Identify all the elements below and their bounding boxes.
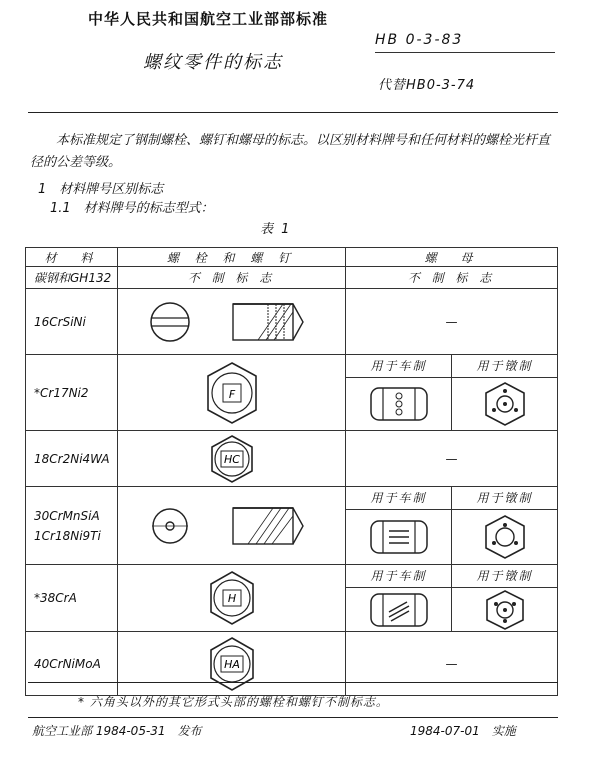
hex-head-drawing (118, 356, 346, 430)
nut-drawings (346, 510, 557, 564)
turned-nut-slant-drawing (367, 590, 431, 630)
intro-paragraph: 本标准规定了钢制螺栓、螺钉和螺母的标志。以区别材料牌号和任何材料的螺栓光杆直径的公差等级。 (30, 133, 551, 170)
nut-mark-cell (346, 487, 558, 565)
turned-nut-cell (346, 378, 452, 430)
hex-head-drawing (118, 633, 346, 695)
table-row (26, 565, 558, 632)
forged-nut-cell (452, 378, 557, 430)
material-line-2: 1Cr18Ni9Ti (34, 528, 101, 543)
bolt-mark-cell (118, 487, 346, 565)
subheader-forged: 用于镦制 (476, 491, 533, 505)
section-1-heading: 1 材料牌号区别标志 (38, 182, 164, 197)
turned-nut-lines-drawing (367, 515, 431, 559)
hex-mark-letter: H (227, 592, 237, 605)
forged-nut-cell (452, 588, 557, 631)
issuing-organization: 中华人民共和国航空工业部部标准 (88, 10, 329, 28)
bolt-mark-cell (118, 289, 346, 355)
groove-head-drawing (118, 290, 346, 354)
bolt-mark-cell (118, 431, 346, 487)
bolt-mark-cell (118, 565, 346, 632)
nut-mark-cell: — (346, 431, 558, 487)
hex-mark-letter: HC (224, 452, 240, 466)
hex-head-drawing (118, 432, 346, 486)
top-divider (28, 112, 558, 113)
std-underline (375, 52, 555, 53)
material-cell: *Cr17Ni2 (26, 355, 118, 431)
forged-nut-dots-drawing (480, 513, 530, 561)
bolt-mark-cell: 不 制 标 志 (118, 267, 346, 289)
subheader-forged: 用于镦制 (476, 359, 533, 373)
turned-nut-dots-drawing (367, 382, 431, 426)
table-row (26, 431, 558, 487)
table-title: 表 1 (260, 222, 292, 237)
nut-mark-cell (346, 565, 558, 632)
subheader-turned: 用于车制 (346, 487, 452, 509)
marking-table (25, 247, 558, 696)
section-1-1-heading: 1.1 材料牌号的标志型式： (50, 201, 214, 216)
table-row (26, 289, 558, 355)
header-material: 材 料 (26, 248, 118, 267)
footnote: * 六角头以外的其它形式头部的螺栓和螺钉不制标志。 (78, 695, 389, 709)
forged-nut-dots-drawing (480, 380, 530, 428)
hex-mark-letter: F (228, 387, 236, 401)
publish-date: 航空工业部 1984-05-31 发布 (32, 724, 202, 738)
table-row (26, 487, 558, 565)
header-bolts: 螺 栓 和 螺 钉 (118, 248, 346, 267)
bolt-mark-cell (118, 632, 346, 696)
nut-mark-cell: 不 制 标 志 (346, 267, 558, 289)
table-row (26, 632, 558, 696)
table-row (26, 267, 558, 289)
page-title: 螺纹零件的标志 (143, 52, 283, 73)
footer-divider (28, 717, 558, 718)
bolt-mark-cell (118, 355, 346, 431)
dot-head-drawing (118, 488, 346, 564)
material-cell (26, 487, 118, 565)
material-cell: 碳钢和GH132 (26, 267, 118, 289)
hex-mark-letter: HA (224, 657, 240, 671)
subheader-forged: 用于镦制 (476, 569, 533, 583)
nut-subheader (346, 355, 557, 378)
turned-nut-cell (346, 510, 452, 564)
material-cell: *38CrA (26, 565, 118, 632)
table-header-row (26, 248, 558, 267)
hex-head-drawing (118, 566, 346, 630)
material-cell: 18Cr2Ni4WA (26, 431, 118, 487)
material-cell: 16CrSiNi (26, 289, 118, 355)
nut-subheader (346, 487, 557, 510)
header-nuts: 螺 母 (346, 248, 558, 267)
nut-mark-cell (346, 355, 558, 431)
forged-nut-dots-drawing (481, 589, 529, 631)
nut-drawings (346, 378, 557, 430)
bottom-divider (28, 682, 558, 683)
subheader-turned: 用于车制 (346, 355, 452, 377)
standard-number: HB 0-3-83 (375, 32, 464, 48)
material-cell: 40CrNiMoA (26, 632, 118, 696)
nut-mark-cell: — (346, 289, 558, 355)
turned-nut-cell (346, 588, 452, 631)
material-line-1: 30CrMnSiA (34, 508, 100, 523)
subheader-turned: 用于车制 (346, 565, 452, 587)
nut-subheader (346, 565, 557, 588)
table-row (26, 355, 558, 431)
replaces-standard: 代替HB0-3-74 (378, 78, 476, 93)
nut-mark-cell: — (346, 632, 558, 696)
nut-drawings (346, 588, 557, 631)
effective-date: 1984-07-01 实施 (410, 724, 516, 738)
forged-nut-cell (452, 510, 557, 564)
